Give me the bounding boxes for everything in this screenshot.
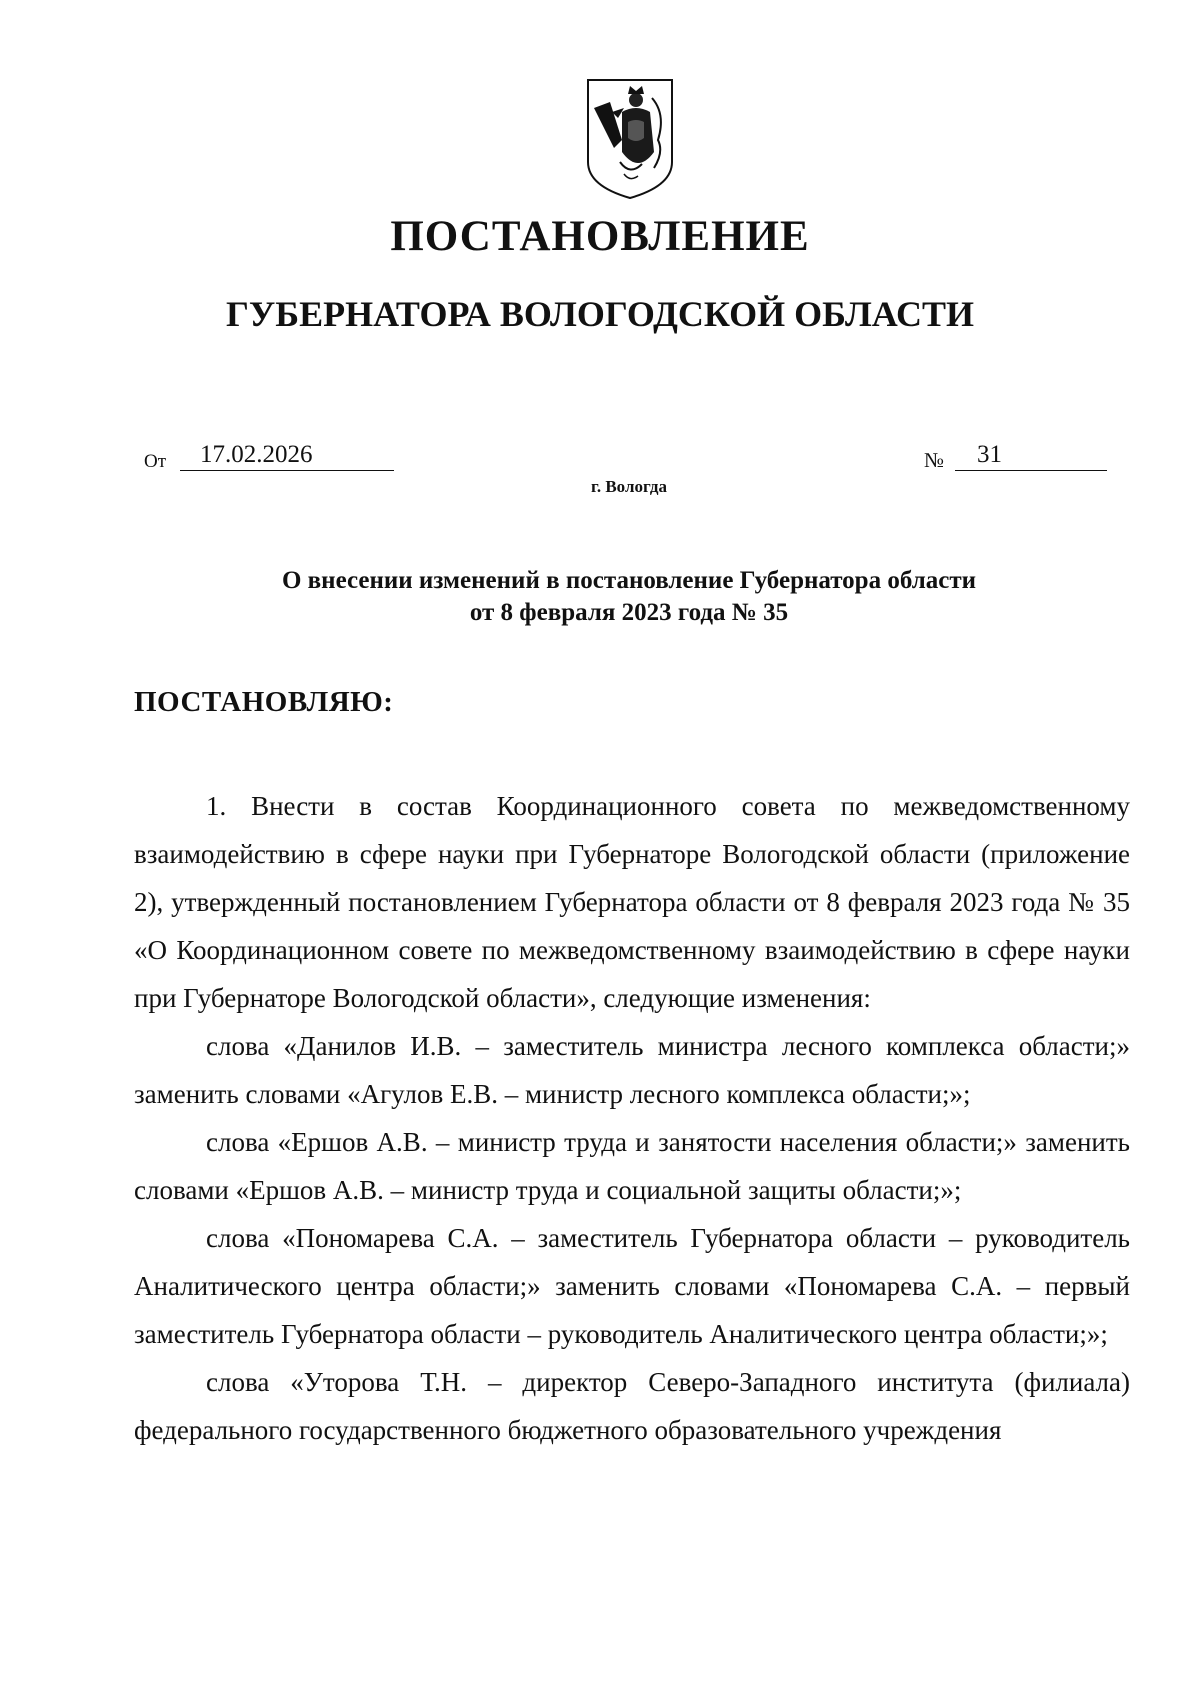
document-subject xyxy=(0,565,1200,629)
document-body xyxy=(134,782,1130,1454)
subject-line-2: от 8 февраля 2023 года № 35 xyxy=(469,599,789,626)
document-number: 31 xyxy=(955,440,1107,471)
issuer-title: ГУБЕРНАТОРА ВОЛОГОДСКОЙ ОБЛАСТИ xyxy=(225,294,975,334)
paragraph-2: слова «Данилов И.В. – заместитель министра лесного комплекса области;» заменить словами «Агулов Е.В. – министр лесного комплекса области;»; xyxy=(134,1031,1130,1109)
city: г. Вологда xyxy=(591,477,667,496)
date-label: От xyxy=(144,451,167,472)
paragraph-5: слова «Уторова Т.Н. – директор Северо-Западного института (филиала) федерального государственного бюджетного образовательного учреждения xyxy=(134,1367,1130,1445)
number-label: № xyxy=(924,448,945,472)
paragraph-1: 1. Внести в состав Координационного совета по межведомственному взаимодействию в сфере науки при Губернаторе Вологодской области (приложение 2), утвержденный постановлением Губернатора области от 8 февраля 2023 года № 35 «О Координационном совете по межведомственному взаимодействию в сфере науки при Губернаторе Вологодской области», следующие изменения: xyxy=(134,791,1130,1013)
paragraph-3: слова «Ершов А.В. – министр труда и занятости населения области;» заменить словами «Ершов А.В. – министр труда и социальной защиты области;»; xyxy=(134,1127,1130,1205)
paragraph-4: слова «Пономарева С.А. – заместитель Губернатора области – руководитель Аналитического центра области;» заменить словами «Пономарева С.А. – первый заместитель Губернатора области – руководитель Аналитического центра области;»; xyxy=(134,1223,1130,1349)
document-title: ПОСТАНОВЛЕНИЕ xyxy=(390,213,810,260)
document-date: 17.02.2026 xyxy=(180,440,394,471)
coat-of-arms-icon xyxy=(584,78,676,200)
decree-word: ПОСТАНОВЛЯЮ: xyxy=(134,686,394,718)
subject-line-1: О внесении изменений в постановление Губернатора области xyxy=(281,567,977,594)
